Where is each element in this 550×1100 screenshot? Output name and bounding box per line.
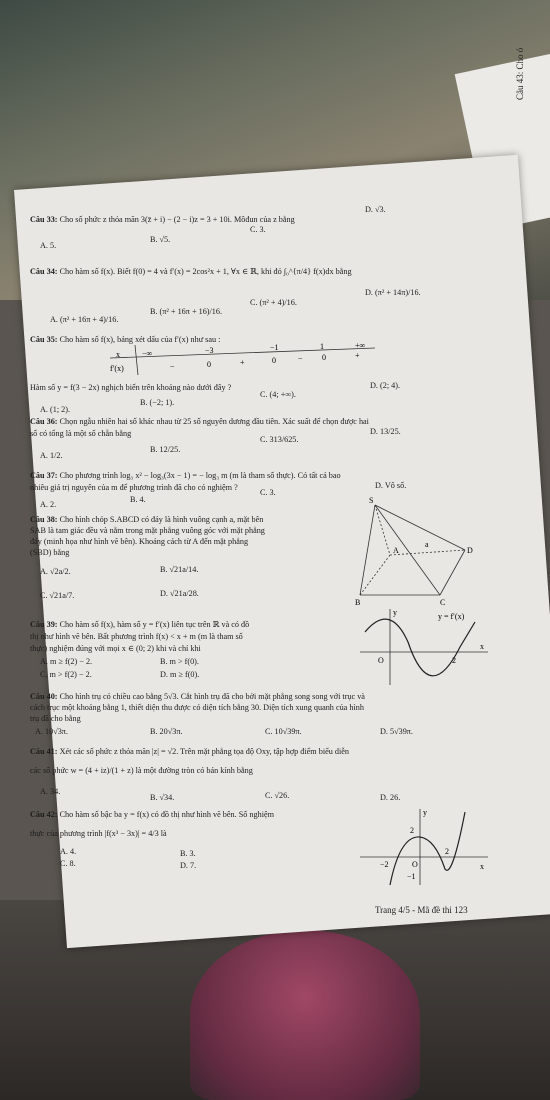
q33-option-a: A. 5. — [40, 241, 57, 250]
q40-option-d: D. 5√39π. — [380, 727, 413, 736]
q37-label: Câu 37: — [30, 471, 58, 480]
pyramid-figure — [355, 495, 475, 610]
q38-label: Câu 38: — [30, 515, 58, 524]
q36-option-d: D. 13/25. — [370, 427, 401, 436]
q41-text: Xét các số phức z thỏa mãn |z| = √2. Trên mặt phẳng tọa độ Oxy, tập hợp điểm biểu diễn — [59, 747, 349, 756]
q39-option-a: A. m ≥ f(2) − 2. — [40, 657, 93, 666]
fig39-two: 2 — [452, 656, 456, 665]
q34-option-c: C. (π² + 4)/16. — [250, 298, 297, 307]
q36-text: Chọn ngẫu nhiên hai số khác nhau từ 25 số nguyên dương đầu tiên. Xác suất để chọn được hai — [59, 417, 369, 426]
q34-text: Cho hàm số f(x). Biết f(0) = 4 và f′(x) = 2cos²x + 1, ∀x ∈ ℝ, khi đó ∫₀^{π/4} f(x)dx bằng — [59, 267, 352, 276]
question-41 — [30, 747, 349, 757]
fig39-label: y = f′(x) — [438, 612, 465, 621]
q33-label: Câu 33: — [30, 215, 58, 224]
fig42-m1: −1 — [407, 872, 416, 881]
q38-text2: SAB là tam giác đều và nằm trong mặt phẳng vuông góc với mặt phẳng — [30, 526, 265, 535]
pink-object — [190, 930, 420, 1100]
q34-option-d: D. (π² + 14π)/16. — [365, 288, 421, 297]
q37-text: Cho phương trình log₃ x² − log₃(3x − 1) = − log₃ m (m là tham số thực). Có tất cả bao — [59, 471, 341, 480]
q37-option-d: D. Vô số. — [375, 481, 407, 490]
sign-x-2: −3 — [205, 346, 214, 355]
q35-option-b: B. (−2; 1). — [140, 398, 175, 407]
q35-text2: Hàm số y = f(3 − 2x) nghịch biến trên khoảng nào dưới đây ? — [30, 383, 232, 392]
q37-option-b: B. 4. — [130, 495, 146, 504]
q33-option-d: D. √3. — [365, 205, 386, 214]
fig39-x: x — [480, 642, 484, 651]
q41-text2: các số phức w = (4 + iz)/(1 + z) là một đường tròn có bán kính bằng — [30, 766, 253, 775]
sign-row-4: 0 — [272, 356, 276, 365]
page-footer: Trang 4/5 - Mã đề thi 123 — [375, 905, 468, 915]
q38-option-c: C. √21a/7. — [40, 591, 75, 600]
q42-option-a: A. 4. — [60, 847, 77, 856]
q38-option-d: D. √21a/28. — [160, 589, 199, 598]
sign-x-3: −1 — [270, 343, 279, 352]
q38-option-a: A. √2a/2. — [40, 567, 71, 576]
q41-option-b: B. √34. — [150, 793, 175, 802]
exam-content — [30, 195, 500, 935]
q35-label: Câu 35: — [30, 335, 58, 344]
q42-option-b: B. 3. — [180, 849, 196, 858]
question-36 — [30, 417, 369, 427]
question-33 — [30, 215, 295, 225]
q42-text: Cho hàm số bậc ba y = f(x) có đồ thị như hình vẽ bên. Số nghiệm — [59, 810, 274, 819]
q35-option-d: D. (2; 4). — [370, 381, 401, 390]
question-38 — [30, 515, 263, 525]
question-42 — [30, 810, 274, 820]
sign-row-3: + — [240, 358, 245, 367]
q34-option-b: B. (π² + 16π + 16)/16. — [150, 307, 223, 316]
q37-text2: nhiêu giá trị nguyên của m để phương trình đã cho có nghiệm ? — [30, 483, 238, 492]
side-sheet-text: Câu 43: Cho ó — [515, 47, 525, 100]
derivative-graph — [360, 607, 490, 687]
cubic-graph — [360, 807, 490, 887]
question-40 — [30, 692, 365, 702]
q35-option-c: C. (4; +∞). — [260, 390, 296, 399]
q38-text: Cho hình chóp S.ABCD có đáy là hình vuông cạnh a, mặt bên — [59, 515, 264, 524]
sign-x-4: 1 — [320, 343, 324, 351]
sign-x-1: −∞ — [142, 349, 153, 358]
q37-option-c: C. 3. — [260, 488, 276, 497]
q37-option-a: A. 2. — [40, 500, 57, 509]
q34-option-a: A. (π² + 16π + 4)/16. — [50, 315, 119, 324]
q40-option-c: C. 10√39π. — [265, 727, 302, 736]
q41-option-d: D. 26. — [380, 793, 401, 802]
q36-option-a: A. 1/2. — [40, 451, 63, 460]
q36-option-c: C. 313/625. — [260, 435, 299, 444]
fig38-c: C — [440, 598, 446, 607]
q33-option-b: B. √5. — [150, 235, 171, 244]
q41-label: Câu 41: — [30, 747, 58, 756]
q35-option-a: A. (1; 2). — [40, 405, 71, 414]
sign-table — [110, 343, 380, 375]
q38-text4: (SBD) bằng — [30, 548, 70, 557]
q35-text: Cho hàm số f(x), bảng xét dấu của f′(x) như sau : — [59, 335, 221, 344]
fig38-b: B — [355, 598, 361, 607]
q36-label: Câu 36: — [30, 417, 58, 426]
sign-row-0: f′(x) — [110, 364, 124, 373]
q40-label: Câu 40: — [30, 692, 58, 701]
q40-text2: cách trục một khoảng bằng 1, thiết diện thu được có diện tích bằng 30. Diện tích xung quanh của hình — [30, 703, 364, 712]
sign-x-0: x — [116, 350, 120, 359]
q42-text2: thực của phương trình |f(x³ − 3x)| = 4/3 là — [30, 829, 167, 838]
fig38-d: D — [467, 546, 473, 555]
fig39-o: O — [378, 656, 384, 665]
q39-label: Câu 39: — [30, 620, 58, 629]
q40-text3: trụ đã cho bằng — [30, 714, 81, 723]
sign-row-7: + — [355, 351, 360, 360]
q36-option-b: B. 12/25. — [150, 445, 181, 454]
q42-option-d: D. 7. — [180, 861, 197, 870]
q39-option-b: B. m > f(0). — [160, 657, 199, 666]
sign-row-1: − — [170, 362, 175, 371]
fig39-y: y — [393, 608, 397, 617]
q39-option-d: D. m ≥ f(0). — [160, 670, 200, 679]
q39-text3: thực) nghiệm đúng với mọi x ∈ (0; 2) khi và chỉ khi — [30, 644, 201, 653]
sign-x-5: +∞ — [355, 343, 366, 350]
q34-label: Câu 34: — [30, 267, 58, 276]
fig38-side: a — [425, 540, 429, 549]
fig38-a: A — [393, 546, 399, 555]
q36-text2: số có tổng là một số chẵn bằng — [30, 429, 132, 438]
sign-row-6: 0 — [322, 353, 326, 362]
q40-text: Cho hình trụ có chiều cao bằng 5√3. Cắt hình trụ đã cho bởi mặt phẳng song song với trục và — [59, 692, 365, 701]
fig42-m2: −2 — [380, 860, 389, 869]
q40-option-b: B. 20√3π. — [150, 727, 183, 736]
question-37 — [30, 471, 341, 481]
fig38-s: S — [369, 496, 374, 505]
q41-option-c: C. √26. — [265, 791, 290, 800]
sign-row-5: − — [298, 354, 303, 363]
q39-text: Cho hàm số f(x), hàm số y = f′(x) liên tục trên ℝ và có đồ — [59, 620, 250, 629]
question-39 — [30, 620, 249, 630]
q33-option-c: C. 3. — [250, 225, 266, 234]
q42-label: Câu 42: — [30, 810, 58, 819]
question-34 — [30, 267, 352, 277]
fig42-p2: 2 — [445, 847, 449, 856]
q39-text2: thị như hình vẽ bên. Bất phương trình f(x) < x + m (m là tham số — [30, 632, 243, 641]
sign-row-2: 0 — [207, 360, 211, 369]
fig42-y: y — [423, 808, 427, 817]
q42-option-c: C. 8. — [60, 859, 76, 868]
q38-option-b: B. √21a/14. — [160, 565, 199, 574]
q40-option-a: A. 10√3π. — [35, 727, 68, 736]
q41-option-a: A. 34. — [40, 787, 61, 796]
fig42-o: O — [412, 860, 418, 869]
q33-text: Cho số phức z thỏa mãn 3(z̄ + i) − (2 − i)z = 3 + 10i. Môđun của z bằng — [59, 215, 295, 224]
fig42-x: x — [480, 862, 484, 871]
fig42-two: 2 — [410, 826, 414, 835]
q38-text3: đáy (minh họa như hình vẽ bên). Khoảng cách từ A đến mặt phẳng — [30, 537, 249, 546]
q39-option-c: C. m > f(2) − 2. — [40, 670, 92, 679]
